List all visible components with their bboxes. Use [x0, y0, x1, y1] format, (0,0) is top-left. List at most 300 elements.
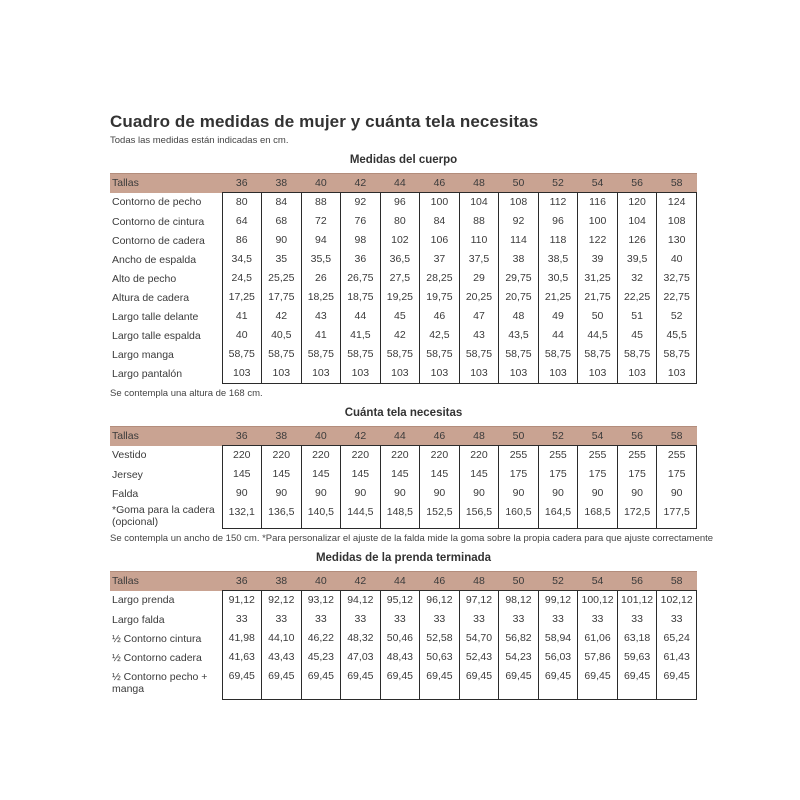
- value-cell: 98: [341, 231, 381, 250]
- size-header-cell: 56: [617, 427, 657, 446]
- section-finished-garment: [110, 551, 697, 700]
- size-header-cell: 52: [538, 427, 578, 446]
- sizes-header-row: [110, 174, 697, 193]
- value-cell: 69,45: [341, 667, 381, 700]
- table-row: [110, 648, 697, 667]
- value-cell: 69,45: [262, 667, 302, 700]
- value-cell: 46: [420, 307, 460, 326]
- section-title-body-measurements: Medidas del cuerpo: [349, 154, 458, 166]
- value-cell: 90: [538, 484, 578, 503]
- value-cell: 45: [617, 326, 657, 345]
- value-cell: 80: [222, 193, 262, 213]
- value-cell: 100,12: [578, 591, 618, 611]
- value-cell: 26,75: [341, 269, 381, 288]
- table-row: [110, 446, 697, 466]
- size-header-cell: 40: [301, 174, 341, 193]
- value-cell: 58,75: [420, 345, 460, 364]
- value-cell: 54,70: [459, 629, 499, 648]
- section-fabric-needed: [110, 406, 714, 545]
- value-cell: 103: [617, 364, 657, 384]
- value-cell: 92: [499, 212, 539, 231]
- value-cell: 140,5: [301, 503, 341, 529]
- value-cell: 95,12: [380, 591, 420, 611]
- value-cell: 48,32: [341, 629, 381, 648]
- value-cell: 96: [380, 193, 420, 213]
- value-cell: 90: [301, 484, 341, 503]
- value-cell: 100: [420, 193, 460, 213]
- size-header-cell: 42: [341, 174, 381, 193]
- value-cell: 103: [459, 364, 499, 384]
- value-cell: 175: [538, 465, 578, 484]
- table-row: [110, 269, 697, 288]
- sizes-header-label: Tallas: [110, 427, 222, 446]
- value-cell: 145: [341, 465, 381, 484]
- value-cell: 21,25: [538, 288, 578, 307]
- value-cell: 96: [538, 212, 578, 231]
- value-cell: 33: [459, 610, 499, 629]
- row-label: Largo manga: [112, 348, 174, 361]
- value-cell: 69,45: [578, 667, 618, 700]
- size-header-cell: 56: [617, 174, 657, 193]
- value-cell: 118: [538, 231, 578, 250]
- finished-garment-table: [110, 571, 697, 700]
- value-cell: 42,5: [420, 326, 460, 345]
- value-cell: 56,82: [499, 629, 539, 648]
- size-header-cell: 38: [262, 174, 302, 193]
- value-cell: 132,1: [222, 503, 262, 529]
- value-cell: 164,5: [538, 503, 578, 529]
- value-cell: 61,43: [657, 648, 697, 667]
- value-cell: 33: [420, 610, 460, 629]
- value-cell: 69,45: [420, 667, 460, 700]
- size-header-cell: 52: [538, 572, 578, 591]
- value-cell: 40: [222, 326, 262, 345]
- value-cell: 43,43: [262, 648, 302, 667]
- value-cell: 58,75: [262, 345, 302, 364]
- value-cell: 33: [538, 610, 578, 629]
- value-cell: 20,75: [499, 288, 539, 307]
- value-cell: 17,75: [262, 288, 302, 307]
- value-cell: 116: [578, 193, 618, 213]
- value-cell: 88: [459, 212, 499, 231]
- value-cell: 90: [341, 484, 381, 503]
- value-cell: 49: [538, 307, 578, 326]
- value-cell: 44: [538, 326, 578, 345]
- size-header-cell: 40: [301, 427, 341, 446]
- value-cell: 102: [380, 231, 420, 250]
- row-label: Alto de pecho: [112, 272, 177, 285]
- value-cell: 30,5: [538, 269, 578, 288]
- size-header-cell: 44: [380, 427, 420, 446]
- value-cell: 33: [262, 610, 302, 629]
- value-cell: 96,12: [420, 591, 460, 611]
- value-cell: 41: [222, 307, 262, 326]
- value-cell: 35,5: [301, 250, 341, 269]
- value-cell: 92: [341, 193, 381, 213]
- value-cell: 19,25: [380, 288, 420, 307]
- row-label: Falda: [112, 487, 139, 500]
- value-cell: 58,75: [538, 345, 578, 364]
- value-cell: 97,12: [459, 591, 499, 611]
- value-cell: 98,12: [499, 591, 539, 611]
- value-cell: 65,24: [657, 629, 697, 648]
- table-row: [110, 484, 697, 503]
- value-cell: 34,5: [222, 250, 262, 269]
- value-cell: 20,25: [459, 288, 499, 307]
- table-row: [110, 212, 697, 231]
- size-header-cell: 38: [262, 572, 302, 591]
- value-cell: 172,5: [617, 503, 657, 529]
- row-label: ½ Contorno cadera: [112, 651, 202, 664]
- row-label: Largo falda: [112, 613, 165, 626]
- page-subtitle: Todas las medidas están indicadas en cm.: [110, 135, 289, 146]
- value-cell: 41,98: [222, 629, 262, 648]
- value-cell: 32,75: [657, 269, 697, 288]
- sizes-header-label: Tallas: [110, 174, 222, 193]
- value-cell: 145: [459, 465, 499, 484]
- table-row: [110, 591, 697, 611]
- value-cell: 59,63: [617, 648, 657, 667]
- value-cell: 255: [578, 446, 618, 466]
- size-header-cell: 50: [499, 427, 539, 446]
- value-cell: 28,25: [420, 269, 460, 288]
- value-cell: 58,75: [617, 345, 657, 364]
- value-cell: 69,45: [222, 667, 262, 700]
- value-cell: 43: [459, 326, 499, 345]
- sizes-header-row: [110, 572, 697, 591]
- value-cell: 36,5: [380, 250, 420, 269]
- size-header-cell: 48: [459, 572, 499, 591]
- row-label: Altura de cadera: [112, 291, 190, 304]
- value-cell: 44: [341, 307, 381, 326]
- row-label: Largo talle espalda: [112, 329, 201, 342]
- value-cell: 106: [420, 231, 460, 250]
- size-header-cell: 42: [341, 572, 381, 591]
- value-cell: 25,25: [262, 269, 302, 288]
- value-cell: 94: [301, 231, 341, 250]
- value-cell: 145: [420, 465, 460, 484]
- table-row: [110, 364, 697, 384]
- value-cell: 103: [657, 364, 697, 384]
- value-cell: 33: [222, 610, 262, 629]
- value-cell: 160,5: [499, 503, 539, 529]
- row-label: Largo prenda: [112, 594, 175, 607]
- value-cell: 58,75: [380, 345, 420, 364]
- size-header-cell: 58: [657, 174, 697, 193]
- value-cell: 39,5: [617, 250, 657, 269]
- section-body-measurements: [110, 153, 697, 400]
- value-cell: 86: [222, 231, 262, 250]
- footnote-fabric-width: Se contempla un ancho de 150 cm. *Para personalizar el ajuste de la falda mide la goma sobre la propia cadera para que ajuste correctamente: [110, 533, 714, 544]
- value-cell: 45: [380, 307, 420, 326]
- value-cell: 58,75: [657, 345, 697, 364]
- row-label: Largo pantalón: [112, 367, 183, 380]
- value-cell: 255: [657, 446, 697, 466]
- value-cell: 103: [420, 364, 460, 384]
- value-cell: 33: [499, 610, 539, 629]
- value-cell: 84: [420, 212, 460, 231]
- value-cell: 19,75: [420, 288, 460, 307]
- value-cell: 42: [380, 326, 420, 345]
- value-cell: 145: [262, 465, 302, 484]
- value-cell: 145: [380, 465, 420, 484]
- value-cell: 255: [499, 446, 539, 466]
- value-cell: 29,75: [499, 269, 539, 288]
- value-cell: 58,75: [459, 345, 499, 364]
- value-cell: 124: [657, 193, 697, 213]
- row-label: Ancho de espalda: [112, 253, 197, 266]
- value-cell: 76: [341, 212, 381, 231]
- value-cell: 26: [301, 269, 341, 288]
- value-cell: 58,75: [341, 345, 381, 364]
- size-header-cell: 56: [617, 572, 657, 591]
- value-cell: 99,12: [538, 591, 578, 611]
- row-label: Vestido: [112, 449, 147, 462]
- value-cell: 108: [657, 212, 697, 231]
- size-header-cell: 42: [341, 427, 381, 446]
- value-cell: 110: [459, 231, 499, 250]
- value-cell: 24,5: [222, 269, 262, 288]
- row-label: Contorno de cintura: [112, 215, 205, 228]
- document-content: [110, 112, 714, 700]
- value-cell: 220: [380, 446, 420, 466]
- value-cell: 47: [459, 307, 499, 326]
- value-cell: 103: [222, 364, 262, 384]
- table-row: [110, 231, 697, 250]
- size-header-cell: 46: [420, 427, 460, 446]
- value-cell: 255: [538, 446, 578, 466]
- value-cell: 58,75: [222, 345, 262, 364]
- row-label: ½ Contorno pecho + manga: [112, 671, 208, 696]
- value-cell: 37,5: [459, 250, 499, 269]
- value-cell: 18,25: [301, 288, 341, 307]
- value-cell: 54,23: [499, 648, 539, 667]
- value-cell: 52: [657, 307, 697, 326]
- size-header-cell: 46: [420, 572, 460, 591]
- value-cell: 103: [578, 364, 618, 384]
- value-cell: 38,5: [538, 250, 578, 269]
- value-cell: 50,46: [380, 629, 420, 648]
- row-label: Contorno de cadera: [112, 234, 205, 247]
- footnote-height: Se contempla una altura de 168 cm.: [110, 388, 263, 399]
- value-cell: 90: [657, 484, 697, 503]
- size-header-cell: 54: [578, 572, 618, 591]
- table-row: [110, 629, 697, 648]
- value-cell: 69,45: [657, 667, 697, 700]
- row-label: ½ Contorno cintura: [112, 632, 202, 645]
- value-cell: 220: [262, 446, 302, 466]
- value-cell: 58,75: [578, 345, 618, 364]
- value-cell: 61,06: [578, 629, 618, 648]
- value-cell: 33: [578, 610, 618, 629]
- size-header-cell: 48: [459, 427, 499, 446]
- value-cell: 38: [499, 250, 539, 269]
- value-cell: 156,5: [459, 503, 499, 529]
- value-cell: 145: [301, 465, 341, 484]
- value-cell: 101,12: [617, 591, 657, 611]
- value-cell: 220: [341, 446, 381, 466]
- value-cell: 90: [262, 484, 302, 503]
- value-cell: 220: [222, 446, 262, 466]
- value-cell: 90: [222, 484, 262, 503]
- sizes-header-label: Tallas: [110, 572, 222, 591]
- value-cell: 51: [617, 307, 657, 326]
- row-label: Largo talle delante: [112, 310, 199, 323]
- fabric-needed-table: [110, 426, 697, 529]
- value-cell: 80: [380, 212, 420, 231]
- value-cell: 114: [499, 231, 539, 250]
- value-cell: 36: [341, 250, 381, 269]
- value-cell: 103: [380, 364, 420, 384]
- size-header-cell: 46: [420, 174, 460, 193]
- value-cell: 102,12: [657, 591, 697, 611]
- value-cell: 168,5: [578, 503, 618, 529]
- value-cell: 69,45: [459, 667, 499, 700]
- value-cell: 144,5: [341, 503, 381, 529]
- table-row: [110, 250, 697, 269]
- value-cell: 90: [578, 484, 618, 503]
- value-cell: 104: [617, 212, 657, 231]
- value-cell: 33: [657, 610, 697, 629]
- value-cell: 47,03: [341, 648, 381, 667]
- value-cell: 33: [341, 610, 381, 629]
- value-cell: 103: [341, 364, 381, 384]
- value-cell: 27,5: [380, 269, 420, 288]
- value-cell: 33: [617, 610, 657, 629]
- table-row: [110, 307, 697, 326]
- value-cell: 45,23: [301, 648, 341, 667]
- value-cell: 255: [617, 446, 657, 466]
- value-cell: 17,25: [222, 288, 262, 307]
- table-row: [110, 667, 697, 700]
- value-cell: 52,58: [420, 629, 460, 648]
- table-row: [110, 288, 697, 307]
- value-cell: 40: [657, 250, 697, 269]
- row-label: *Goma para la cadera (opcional): [112, 503, 215, 528]
- value-cell: 148,5: [380, 503, 420, 529]
- value-cell: 220: [420, 446, 460, 466]
- value-cell: 37: [420, 250, 460, 269]
- section-title-fabric-needed: Cuánta tela necesitas: [344, 407, 463, 419]
- value-cell: 103: [538, 364, 578, 384]
- table-row: [110, 326, 697, 345]
- body-measurements-table: [110, 173, 697, 384]
- value-cell: 84: [262, 193, 302, 213]
- row-label: Contorno de pecho: [112, 196, 202, 209]
- size-header-cell: 50: [499, 174, 539, 193]
- value-cell: 48: [499, 307, 539, 326]
- value-cell: 177,5: [657, 503, 697, 529]
- value-cell: 43: [301, 307, 341, 326]
- section-title-finished-garment: Medidas de la prenda terminada: [315, 552, 492, 564]
- value-cell: 145: [222, 465, 262, 484]
- value-cell: 52,43: [459, 648, 499, 667]
- value-cell: 42: [262, 307, 302, 326]
- value-cell: 175: [617, 465, 657, 484]
- value-cell: 90: [499, 484, 539, 503]
- value-cell: 108: [499, 193, 539, 213]
- value-cell: 50,63: [420, 648, 460, 667]
- value-cell: 69,45: [301, 667, 341, 700]
- value-cell: 64: [222, 212, 262, 231]
- value-cell: 126: [617, 231, 657, 250]
- page-title: Cuadro de medidas de mujer y cuánta tela necesitas: [110, 112, 539, 131]
- size-header-cell: 40: [301, 572, 341, 591]
- value-cell: 120: [617, 193, 657, 213]
- value-cell: 90: [459, 484, 499, 503]
- value-cell: 69,45: [380, 667, 420, 700]
- value-cell: 45,5: [657, 326, 697, 345]
- table-row: [110, 345, 697, 364]
- value-cell: 93,12: [301, 591, 341, 611]
- size-header-cell: 44: [380, 174, 420, 193]
- size-header-cell: 54: [578, 174, 618, 193]
- value-cell: 48,43: [380, 648, 420, 667]
- value-cell: 90: [262, 231, 302, 250]
- value-cell: 103: [301, 364, 341, 384]
- table-row: [110, 503, 697, 529]
- size-header-cell: 52: [538, 174, 578, 193]
- value-cell: 220: [301, 446, 341, 466]
- size-header-cell: 58: [657, 572, 697, 591]
- value-cell: 104: [459, 193, 499, 213]
- table-row: [110, 193, 697, 213]
- size-header-cell: 38: [262, 427, 302, 446]
- value-cell: 112: [538, 193, 578, 213]
- value-cell: 103: [262, 364, 302, 384]
- value-cell: 69,45: [617, 667, 657, 700]
- value-cell: 100: [578, 212, 618, 231]
- value-cell: 57,86: [578, 648, 618, 667]
- value-cell: 103: [499, 364, 539, 384]
- value-cell: 90: [617, 484, 657, 503]
- value-cell: 90: [420, 484, 460, 503]
- value-cell: 41,5: [341, 326, 381, 345]
- value-cell: 29: [459, 269, 499, 288]
- value-cell: 39: [578, 250, 618, 269]
- value-cell: 175: [578, 465, 618, 484]
- value-cell: 69,45: [538, 667, 578, 700]
- value-cell: 31,25: [578, 269, 618, 288]
- size-header-cell: 36: [222, 174, 262, 193]
- value-cell: 22,25: [617, 288, 657, 307]
- value-cell: 63,18: [617, 629, 657, 648]
- value-cell: 32: [617, 269, 657, 288]
- value-cell: 152,5: [420, 503, 460, 529]
- value-cell: 130: [657, 231, 697, 250]
- value-cell: 92,12: [262, 591, 302, 611]
- value-cell: 91,12: [222, 591, 262, 611]
- value-cell: 136,5: [262, 503, 302, 529]
- value-cell: 122: [578, 231, 618, 250]
- value-cell: 41: [301, 326, 341, 345]
- value-cell: 22,75: [657, 288, 697, 307]
- size-header-cell: 48: [459, 174, 499, 193]
- size-header-cell: 50: [499, 572, 539, 591]
- value-cell: 35: [262, 250, 302, 269]
- table-row: [110, 465, 697, 484]
- value-cell: 56,03: [538, 648, 578, 667]
- value-cell: 50: [578, 307, 618, 326]
- sizes-header-row: [110, 427, 697, 446]
- value-cell: 44,5: [578, 326, 618, 345]
- size-header-cell: 58: [657, 427, 697, 446]
- value-cell: 58,75: [499, 345, 539, 364]
- value-cell: 94,12: [341, 591, 381, 611]
- row-label: Jersey: [112, 468, 143, 481]
- value-cell: 88: [301, 193, 341, 213]
- value-cell: 21,75: [578, 288, 618, 307]
